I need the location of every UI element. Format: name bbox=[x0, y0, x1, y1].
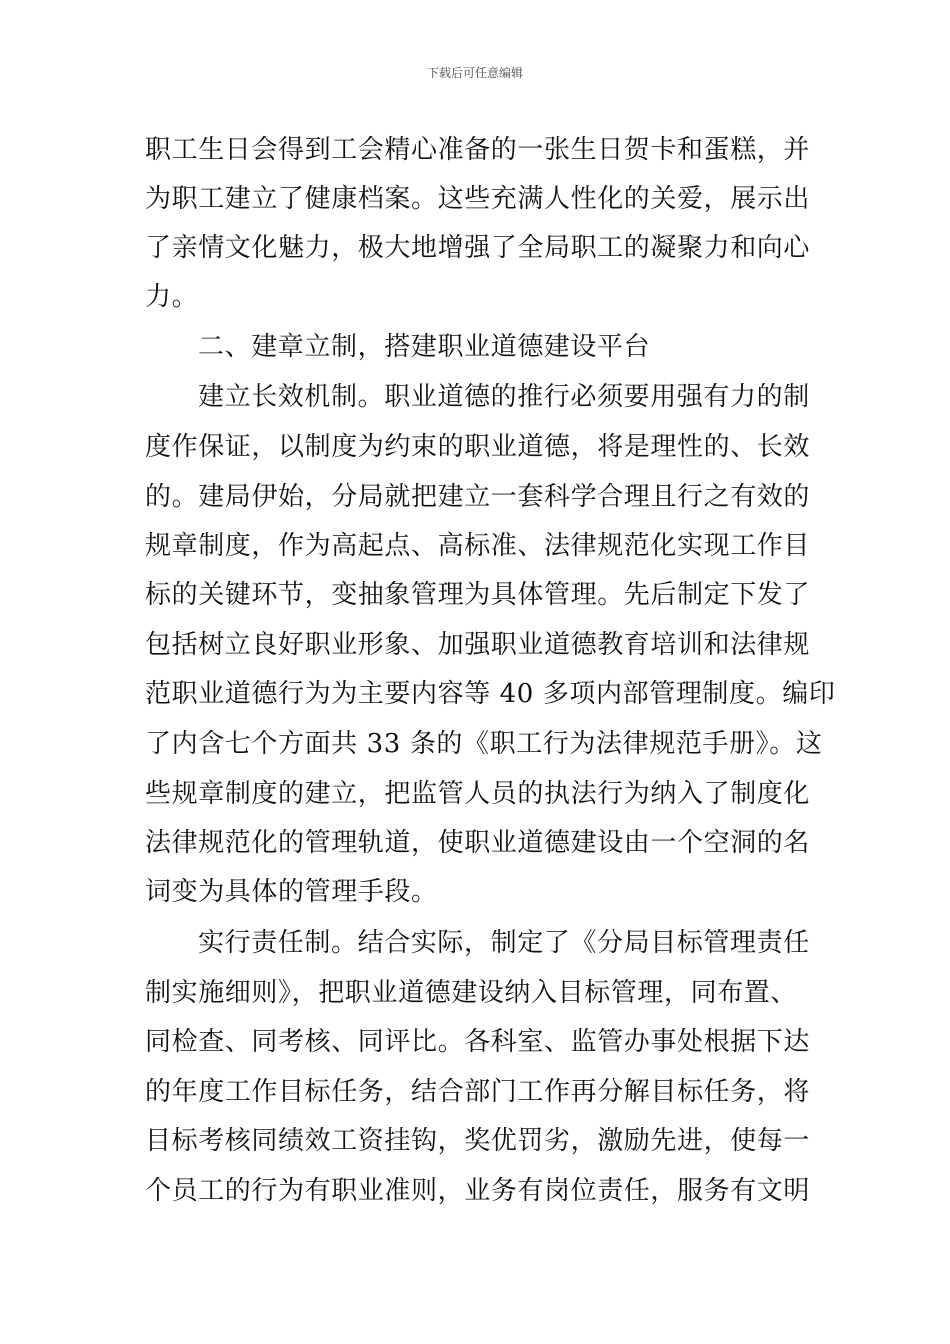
text-line: 规章制度，作为高起点、高标准、法律规范化实现工作目 bbox=[145, 531, 811, 561]
page-header-note: 下载后可任意编辑 bbox=[426, 66, 523, 80]
text-line: 了亲情文化魅力，极大地增强了全局职工的凝聚力和向心 bbox=[145, 233, 811, 263]
text-line: 范职业道德行为为主要内容等 40 多项内部管理制度。编印 bbox=[145, 679, 836, 709]
section-heading: 二、建章立制，搭建职业道德建设平台 bbox=[198, 332, 651, 362]
text-line: 词变为具体的管理手段。 bbox=[145, 877, 438, 907]
text-line: 包括树立良好职业形象、加强职业道德教育培训和法律规 bbox=[145, 630, 811, 660]
text-line: 为职工建立了健康档案。这些充满人性化的关爱，展示出 bbox=[145, 184, 811, 214]
text-line: 法律规范化的管理轨道，使职业道德建设由一个空洞的名 bbox=[145, 828, 811, 858]
text-line: 实行责任制。结合实际，制定了《分局目标管理责任 bbox=[198, 928, 810, 958]
text-line: 职工生日会得到工会精心准备的一张生日贺卡和蛋糕，并 bbox=[145, 135, 811, 165]
text-line: 标的关键环节，变抽象管理为具体管理。先后制定下发了 bbox=[145, 580, 811, 610]
text-line: 了内含七个方面共 33 条的《职工行为法律规范手册》。这 bbox=[145, 729, 823, 759]
text-line: 力。 bbox=[145, 282, 199, 312]
text-line: 同检查、同考核、同评比。各科室、监管办事处根据下达 bbox=[145, 1027, 811, 1057]
text-line: 的年度工作目标任务，结合部门工作再分解目标任务，将 bbox=[145, 1077, 811, 1107]
text-line: 些规章制度的建立，把监管人员的执法行为纳入了制度化 bbox=[145, 779, 811, 809]
text-line: 目标考核同绩效工资挂钩，奖优罚劣，激励先进，使每一 bbox=[145, 1126, 811, 1156]
text-line: 度作保证，以制度为约束的职业道德，将是理性的、长效 bbox=[145, 432, 811, 462]
text-line: 个员工的行为有职业准则，业务有岗位责任，服务有文明 bbox=[145, 1176, 811, 1206]
text-line: 的。建局伊始，分局就把建立一套科学合理且行之有效的 bbox=[145, 482, 811, 512]
text-line: 制实施细则》，把职业道德建设纳入目标管理，同布置、 bbox=[145, 978, 798, 1008]
text-line: 建立长效机制。职业道德的推行必须要用强有力的制 bbox=[198, 382, 810, 412]
